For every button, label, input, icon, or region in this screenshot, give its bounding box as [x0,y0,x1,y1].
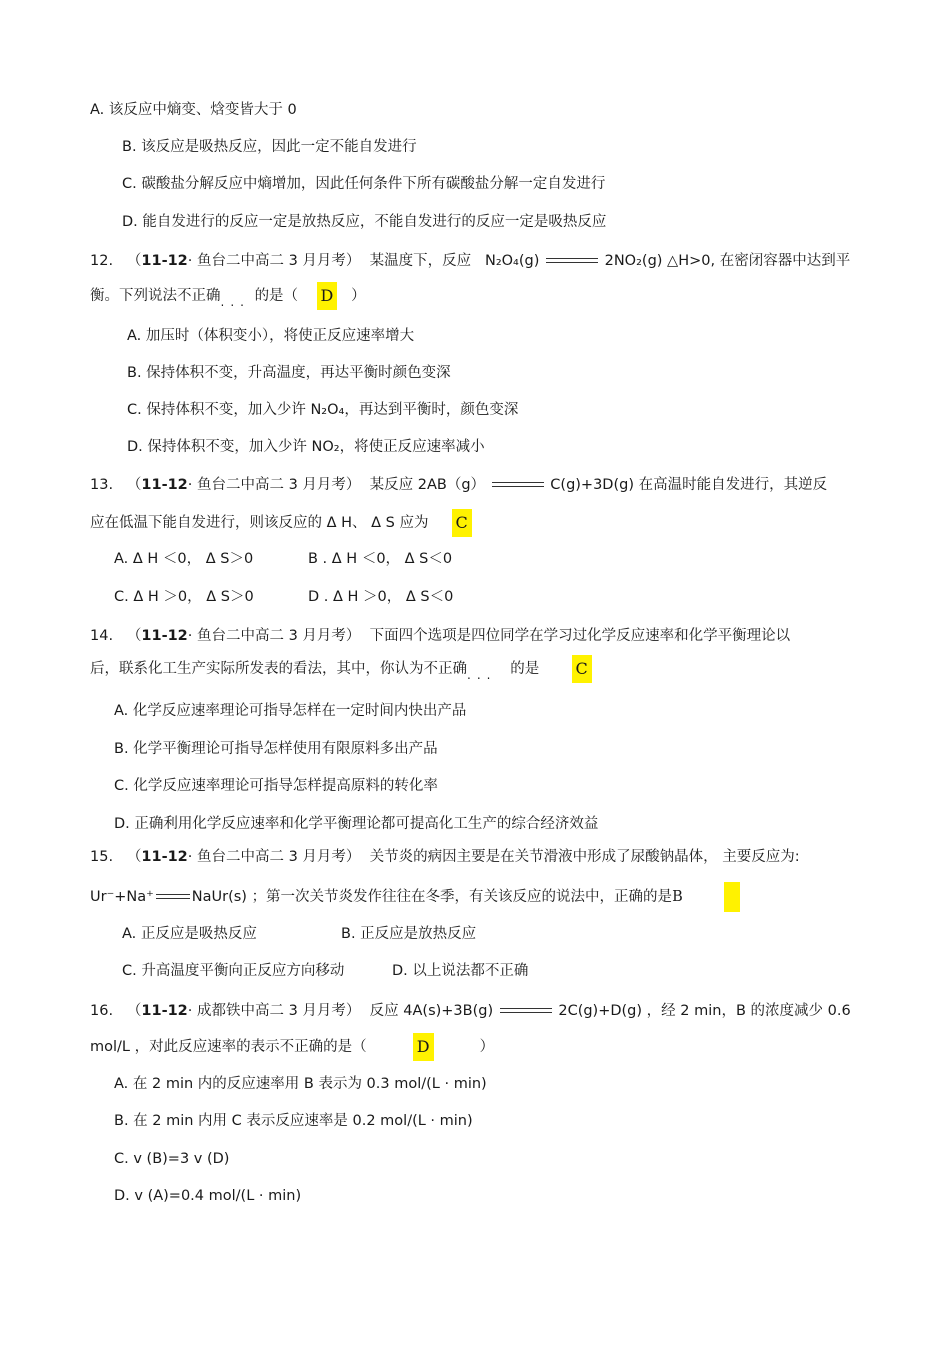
q16-stem-b: 2C(g)+D(g) ，经 2 min，B 的浓度减少 0.6 [558,1003,851,1019]
q12-reactant: N₂O₄(g) [484,253,540,269]
q12-condition: △H>0, 在密闭容器中达到平 [667,253,851,269]
q16-option-c: C. v (B)=3 v (D) [114,1151,230,1167]
q13-number: 13. [90,477,114,493]
q14-source: · 鱼台二中高二 3 月月考） [187,628,361,644]
q13-source-year: 11-12 [141,477,188,493]
q13-line2: 应在低温下能自发进行，则该反应的 Δ H、 Δ S 应为 [90,515,429,531]
q13-option-c: C. Δ H ＞0， Δ S＞0 [114,589,254,605]
q13-source: · 鱼台二中高二 3 月月考） [187,477,361,493]
q15-line2: ；第一次关节炎发作往往在冬季，有关该反应的说法中，正确的是 [251,889,673,905]
q13-stem-a: 某反应 2AB（g） [369,477,486,493]
q13-stem-line2 [90,509,472,537]
q14-option-b: B. 化学平衡理论可指导怎样使用有限原料多出产品 [114,741,438,757]
q12-option-c: C. 保持体积不变，加入少许 N₂O₄，再达到平衡时，颜色变深 [127,402,519,418]
q16-option-b: B. 在 2 min 内用 C 表示反应速率是 0.2 mol/(L · min) [114,1113,473,1129]
q16-source-year: 11-12 [141,1003,188,1019]
q16-line2: mol/L ，对此反应速率的表示不正确的是（ [90,1039,367,1055]
q14-number: 14. [90,628,114,644]
q15-source: · 鱼台二中高二 3 月月考） [187,849,361,865]
q12-stem-text: 某温度下，反应 [369,253,472,269]
q14-stem-text: 下面四个选项是四位同学在学习过化学反应速率和化学平衡理论以 [369,628,791,644]
q15-answer-highlight [724,882,740,912]
q16-answer-highlight: D [413,1033,434,1061]
q12-source-year: 11-12 [141,253,188,269]
q12-option-d: D. 保持体积不变，加入少许 NO₂，将使正反应速率减小 [127,439,485,455]
option-c: C. 碳酸盐分解反应中熵增加，因此任何条件下所有碳酸盐分解一定自发进行 [122,176,606,192]
q14-option-a: A. 化学反应速率理论可指导怎样在一定时间内快出产品 [114,703,467,719]
q12-line2-b: 的是（ [254,288,299,304]
q15-option-b: B. 正反应是放热反应 [341,926,477,942]
q13-stem: 13. （11-12· 鱼台二中高二 3 月月考） 某反应 2AB（g） C(g)+3D(g) 在高温时能自发进行，其逆反 [90,477,828,493]
option-d: D. 能自发进行的反应一定是放热反应，不能自发进行的反应一定是吸热反应 [122,214,607,230]
q15-stem-line2 [90,882,740,912]
q14-stem-line2 [90,655,592,686]
q12-product: 2NO₂(g) [604,253,663,269]
q13-option-a: A. Δ H ＜0， Δ S＞0 [114,551,254,567]
q15-stem-text: 关节炎的病因主要是在关节滑液中形成了尿酸钠晶体， 主要反应为: [369,849,800,865]
option-b: B. 该反应是吸热反应，因此一定不能自发进行 [122,139,417,155]
q12-option-b: B. 保持体积不变，升高温度，再达平衡时颜色变深 [127,365,451,381]
q15-source-year: 11-12 [141,849,188,865]
q15-option-d: D. 以上说法都不正确 [392,963,529,979]
q16-stem-a: 反应 4A(s)+3B(g) [369,1003,494,1019]
q15-eq-right: NaUr(s) [191,889,247,905]
q15-eq-left: Ur⁻+Na⁺ [90,889,154,905]
q14-option-c: C. 化学反应速率理论可指导怎样提高原料的转化率 [114,778,438,794]
q12-stem: 12. （11-12· 鱼台二中高二 3 月月考） 某温度下，反应 N₂O₄(g) 2NO₂(g) △H>0, 在密闭容器中达到平 [90,253,851,269]
equilibrium-arrow-icon [500,1006,552,1016]
equilibrium-arrow-icon [156,892,190,902]
equilibrium-arrow-icon [546,256,598,266]
q16-option-a: A. 在 2 min 内的反应速率用 B 表示为 0.3 mol/(L · min) [114,1076,487,1092]
q13-stem-b: C(g)+3D(g) 在高温时能自发进行，其逆反 [550,477,828,493]
q12-source: · 鱼台二中高二 3 月月考） [187,253,361,269]
q15-stem: 15. （11-12· 鱼台二中高二 3 月月考） 关节炎的病因主要是在关节滑液中形成了尿酸钠晶体， 主要反应为: [90,849,800,865]
q12-number: 12. [90,253,114,269]
q12-close: ） [351,288,366,304]
q12-stem-line2 [90,282,366,313]
q12-line2-a: 衡。下列说法不正确 [90,288,221,304]
q16-stem-line2 [90,1033,494,1061]
q16-stem: 16. （11-12· 成都铁中高二 3 月月考） 反应 4A(s)+3B(g) 2C(g)+D(g) ，经 2 min，B 的浓度减少 0.6 [90,1003,851,1019]
q16-close: ） [479,1039,495,1055]
q14-option-d: D. 正确利用化学反应速率和化学平衡理论都可提高化工生产的综合经济效益 [114,816,599,832]
q13-option-b: B . Δ H ＜0， Δ S＜0 [308,551,453,567]
q14-line2-a: 后，联系化工生产实际所发表的看法，其中，你认为不正确 [90,661,467,677]
q12-option-a: A. 加压时（体积变小），将使正反应速率增大 [127,328,415,344]
q12-answer-highlight: D [317,282,338,310]
q13-answer-highlight: C [452,509,472,537]
q14-line2-b: 的是 [510,661,540,677]
option-a: A. 该反应中熵变、焓变皆大于 0 [90,102,297,118]
q14-stem: 14. （11-12· 鱼台二中高二 3 月月考） 下面四个选项是四位同学在学习过化学反应速率和化学平衡理论以 [90,628,791,644]
q16-option-d: D. v (A)=0.4 mol/(L · min) [114,1188,302,1204]
q14-source-year: 11-12 [141,628,188,644]
q14-answer-highlight: C [572,655,592,683]
equilibrium-arrow-icon [492,480,544,490]
q15-number: 15. [90,849,114,865]
q13-option-d: D . Δ H ＞0， Δ S＜0 [308,589,454,605]
q15-option-c: C. 升高温度平衡向正反应方向移动 [122,963,345,979]
emphasis-dots-icon: ... [220,295,250,309]
q16-source: · 成都铁中高二 3 月月考） [187,1003,361,1019]
emphasis-dots-icon: ... [467,668,497,682]
q16-number: 16. [90,1003,114,1019]
q15-option-a: A. 正反应是吸热反应 [122,926,257,942]
q15-answer: B [672,889,683,905]
